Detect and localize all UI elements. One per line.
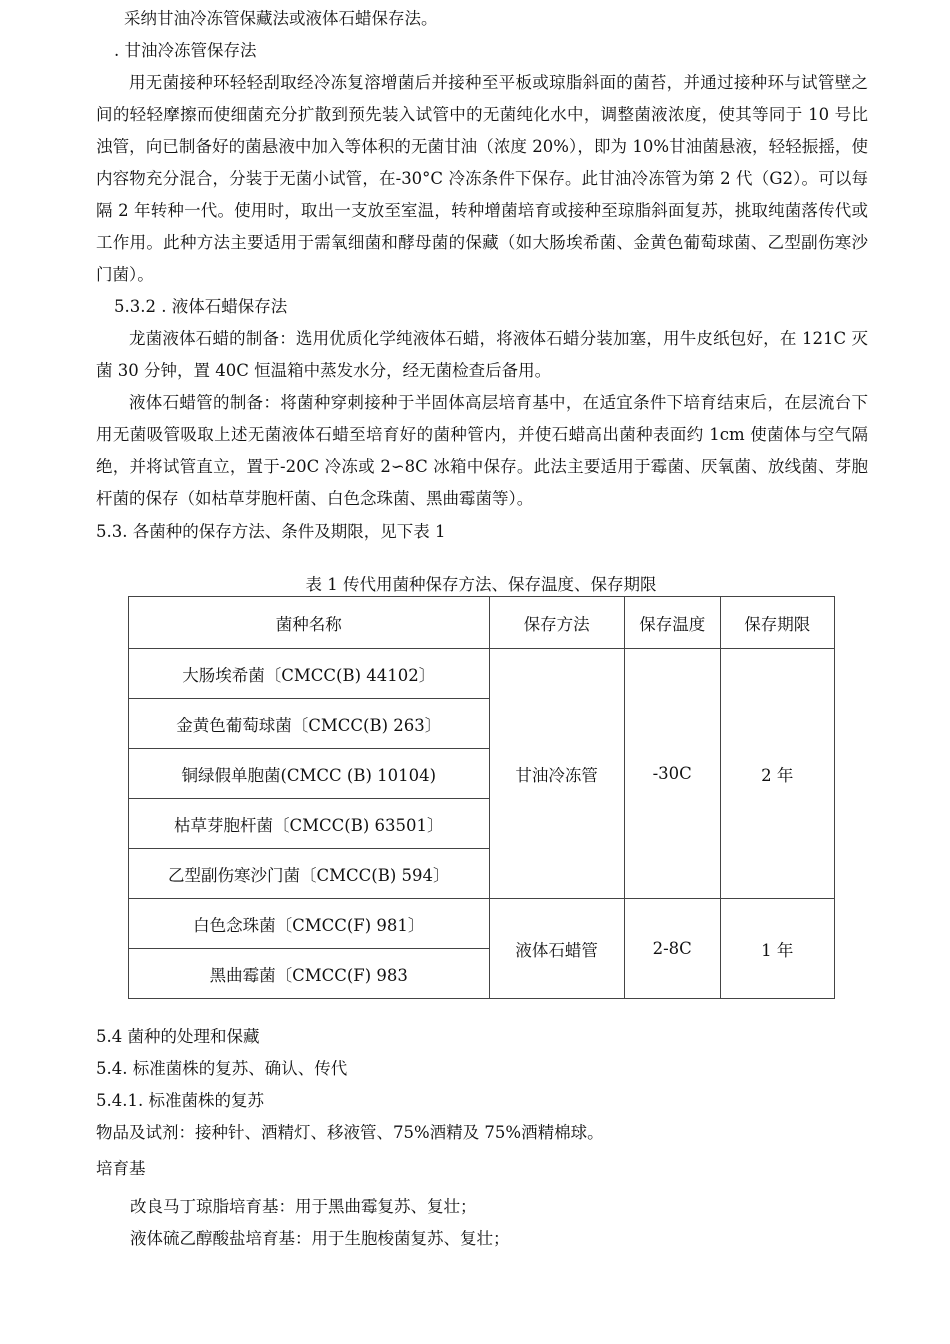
media-item: 液体硫乙醇酸盐培育基：用于生胞梭菌复苏、复壮； — [130, 1229, 510, 1248]
table-row — [129, 899, 835, 949]
media-heading: 培育基 — [96, 1159, 146, 1178]
paraffin-heading: 5.3.2 . 液体石蜡保存法 — [114, 297, 288, 316]
glycerol-heading: . 甘油冷冻管保存法 — [114, 41, 257, 60]
strain-cell: 金黄色葡萄球菌〔CMCC(B) 263〕 — [129, 699, 490, 749]
strain-cell: 枯草芽胞杆菌〔CMCC(B) 63501〕 — [129, 799, 490, 849]
header-strain: 菌种名称 — [129, 597, 490, 649]
strain-cell: 大肠埃希菌〔CMCC(B) 44102〕 — [129, 649, 490, 699]
strain-cell: 乙型副伤寒沙门菌〔CMCC(B) 594〕 — [129, 849, 490, 899]
temperature-cell: 2-8C — [624, 899, 720, 999]
temperature-cell: -30C — [624, 649, 720, 899]
section-5-4-b: 5.4. 标准菌株的复苏、确认、传代 — [96, 1059, 348, 1078]
method-cell: 甘油冷冻管 — [489, 649, 624, 899]
storage-table — [128, 596, 835, 999]
strain-cell: 黑曲霉菌〔CMCC(F) 983 — [129, 949, 490, 999]
glycerol-body: 用无菌接种环轻轻刮取经冷冻复溶增菌后并接种至平板或琼脂斜面的菌苔，并通过接种环与试管壁之间的轻轻摩擦而使细菌充分扩散到预先装入试管中的无菌纯化水中，调整菌液浓度，使其等同于 10 号比浊管，向已制备好的菌悬液中加入等体积的无菌甘油（浓度 20%），即为 10%甘油菌悬液，轻轻振摇，使内容物充分混合，分装于无菌小试管，在-30°C 冷冻条件下保存。此甘油冷冻管为第 2 代（G2）。可以每隔 2 年转种一代。使用时，取出一支放至室温，转种增菌培育或接种至琼脂斜面复苏，挑取纯菌落传代或工作用。此种方法主要适用于需氧细菌和酵母菌的保藏（如大肠埃希菌、金黄色葡萄球菌、乙型副伤寒沙门菌）。 — [96, 73, 868, 284]
strain-cell: 铜绿假单胞菌(CMCC (B) 10104) — [129, 749, 490, 799]
header-period: 保存期限 — [720, 597, 834, 649]
strain-cell: 白色念珠菌〔CMCC(F) 981〕 — [129, 899, 490, 949]
section-5-4: 5.4 菌种的处理和保藏 — [96, 1027, 260, 1046]
header-temperature: 保存温度 — [624, 597, 720, 649]
method-cell: 液体石蜡管 — [489, 899, 624, 999]
table-caption: 表 1 传代用菌种保存方法、保存温度、保存期限 — [305, 575, 657, 594]
period-cell: 1 年 — [720, 899, 834, 999]
period-cell: 2 年 — [720, 649, 834, 899]
intro-line: 采纳甘油冷冻管保藏法或液体石蜡保存法。 — [124, 9, 438, 28]
header-method: 保存方法 — [489, 597, 624, 649]
paraffin-para-2: 液体石蜡管的制备：将菌种穿刺接种于半固体高层培育基中，在适宜条件下培育结束后，在层流台下用无菌吸管吸取上述无菌液体石蜡至培育好的菌种管内，并使石蜡高出菌种表面约 1cm 使菌体与空气隔绝，并将试管直立，置于-20C 冷冻或 2∽8C 冰箱中保存。此法主要适用于霉菌、厌氧菌、放线菌、芽胞杆菌的保存（如枯草芽胞杆菌、白色念珠菌、黑曲霉菌等）。 — [96, 393, 868, 508]
table-row — [129, 649, 835, 699]
media-item: 改良马丁琼脂培育基：用于黑曲霉复苏、复壮； — [130, 1197, 477, 1216]
section-5-4-1: 5.4.1. 标准菌株的复苏 — [96, 1091, 264, 1110]
materials-line: 物品及试剂：接种针、酒精灯、移液管、75%酒精及 75%酒精棉球。 — [96, 1123, 604, 1142]
section-5-3: 5.3. 各菌种的保存方法、条件及期限，见下表 1 — [96, 522, 446, 541]
paraffin-para-1: 龙菌液体石蜡的制备：选用优质化学纯液体石蜡，将液体石蜡分装加塞，用牛皮纸包好，在 121C 灭菌 30 分钟，置 40C 恒温箱中蒸发水分，经无菌检查后备用。 — [96, 329, 868, 380]
table-header-row — [129, 597, 835, 649]
